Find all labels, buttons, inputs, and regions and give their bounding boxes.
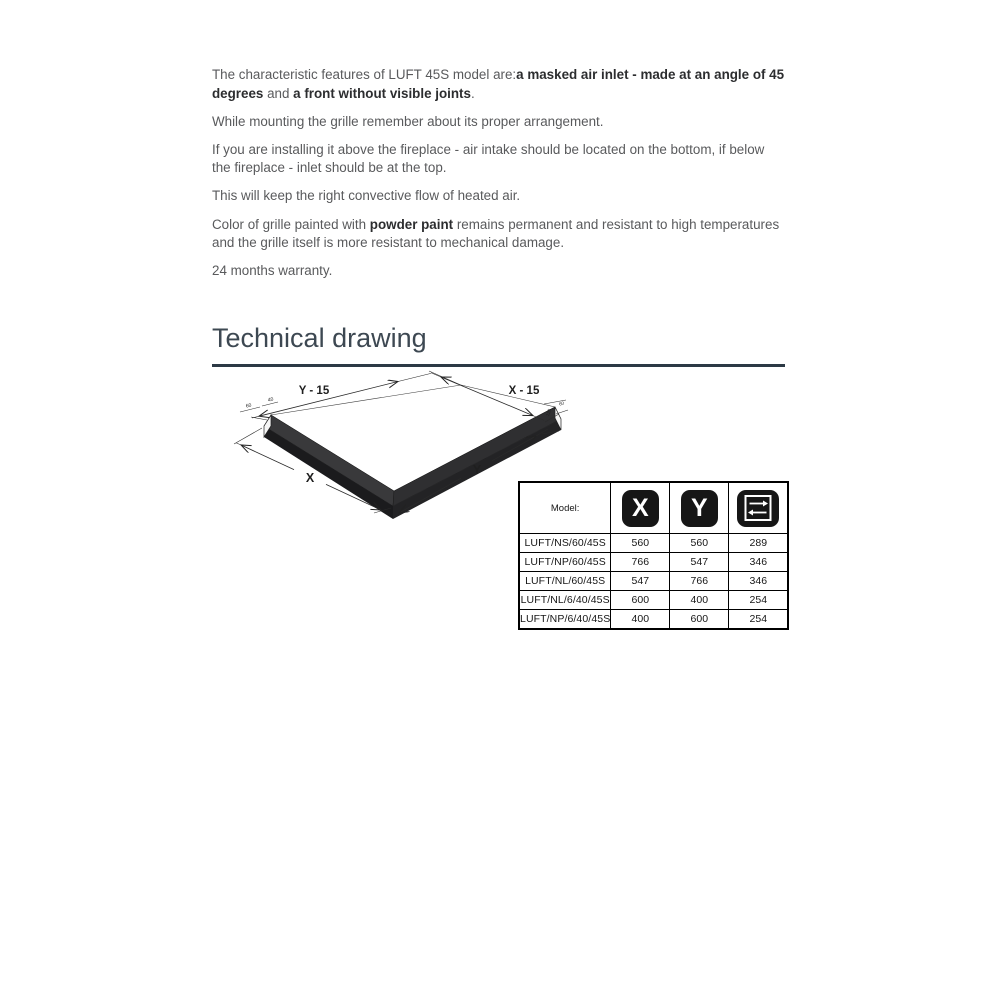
y-value-cell: 400 [670, 591, 729, 610]
table-row [519, 553, 788, 572]
y-column-header [670, 482, 729, 534]
intro-paragraph-6: 24 months warranty. [212, 263, 333, 279]
table-row [519, 572, 788, 591]
y-value-cell: 560 [670, 534, 729, 553]
y-value-cell: 547 [670, 553, 729, 572]
y-dimension-icon: Y [681, 490, 718, 527]
x-value-cell: 766 [611, 553, 670, 572]
model-cell: LUFT/NL/6/40/45S [519, 591, 611, 610]
depth-arrows-icon [737, 490, 779, 527]
dim-label-cap-right-b: 60 [558, 400, 565, 407]
intro-paragraph-4: This will keep the right convective flow of heated air. [212, 188, 521, 204]
depth-value-cell: 289 [729, 534, 789, 553]
dim-label-x15: X - 15 [508, 385, 540, 397]
bold-feature-text: powder paint [369, 216, 454, 232]
x-value-cell: 560 [611, 534, 670, 553]
table-row [519, 534, 788, 553]
depth-value-cell: 346 [729, 553, 789, 572]
model-column-header: Model: [519, 482, 611, 534]
paragraph-text: remains permanent and resistant to high temperatures and the grille itself is more resistant to mechanical damage. [212, 216, 780, 251]
intro-paragraph-3: If you are installing it above the fireplace - air intake should be located on the bottom, if below the fireplace - inlet should be at the top. [212, 141, 765, 176]
depth-value-cell: 254 [729, 610, 789, 630]
table-row [519, 610, 788, 630]
bold-feature-text: a masked air inlet - made at an angle of 45 degrees [212, 67, 785, 101]
y-value-cell: 600 [670, 610, 729, 630]
model-cell: LUFT/NS/60/45S [519, 534, 611, 553]
table-header-row [519, 482, 788, 534]
x-column-header [611, 482, 670, 534]
depth-value-cell: 254 [729, 591, 789, 610]
dimensions-table [518, 481, 789, 630]
model-cell: LUFT/NL/60/45S [519, 572, 611, 591]
depth-column-header [729, 482, 789, 534]
intro-paragraph-2: While mounting the grille remember about its proper arrangement. [212, 113, 604, 129]
intro-paragraph-5 [212, 216, 786, 253]
y-value-cell: 766 [670, 572, 729, 591]
dim-label-y: Y [472, 463, 482, 477]
dim-label-cap-left-b: 40 [267, 396, 275, 404]
paragraph-text: Color of grille painted with [212, 216, 370, 232]
paragraph-text: and [263, 85, 294, 101]
table-row [519, 591, 788, 610]
paragraph-text: The characteristic features of LUFT 45S model are: [212, 67, 517, 82]
section-title: Technical drawing [212, 322, 785, 367]
model-cell: LUFT/NP/6/40/45S [519, 610, 611, 630]
intro-paragraph-1 [212, 66, 786, 103]
paragraph-text: . [470, 85, 475, 101]
dim-label-y15: Y - 15 [298, 385, 330, 397]
dim-label-cap-right-a: 128 [544, 408, 553, 417]
x-value-cell: 547 [611, 572, 670, 591]
model-cell: LUFT/NP/60/45S [519, 553, 611, 572]
intro-text-block [212, 66, 786, 290]
x-dimension-icon: X [622, 490, 659, 527]
grille-drawing [264, 385, 561, 519]
depth-value-cell: 346 [729, 572, 789, 591]
x-value-cell: 400 [611, 610, 670, 630]
dim-label-x: X [305, 471, 315, 485]
bold-feature-text: a front without visible joints [293, 85, 471, 101]
x-value-cell: 600 [611, 591, 670, 610]
dim-label-cap-left-a: 60 [245, 402, 253, 410]
